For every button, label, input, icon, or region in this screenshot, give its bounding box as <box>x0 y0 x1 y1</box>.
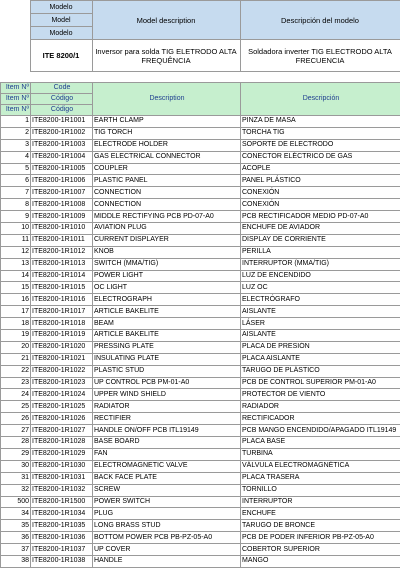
item-description-es: DISPLAY DE CORRIENTE <box>241 234 400 246</box>
item-description-es: TARUGO DE PLÁSTICO <box>241 365 400 377</box>
table-row <box>1 377 400 389</box>
item-number: 25 <box>1 401 31 413</box>
item-description-en: MIDDLE RECTIFYING PCB PD-07-A0 <box>93 211 241 223</box>
item-description-es: PCB DE PODER INFERIOR PB-PZ-05-A0 <box>241 532 400 544</box>
items-header-row <box>1 83 400 94</box>
item-description-en: ELECTROGRAPH <box>93 294 241 306</box>
item-description-es: ENCHUFE <box>241 508 400 520</box>
table-row <box>1 294 400 306</box>
code-label: Code <box>31 83 93 94</box>
item-description-es: RECTIFICADOR <box>241 413 400 425</box>
table-row <box>1 413 400 425</box>
item-description-es: VÁLVULA ELECTROMAGNÉTICA <box>241 460 400 472</box>
item-code: ITE8200-1R1037 <box>31 544 93 556</box>
item-description-en: BASE BOARD <box>93 437 241 449</box>
table-row <box>1 330 400 342</box>
item-description-es: PLACA TRASERA <box>241 472 400 484</box>
item-code: ITE8200-1R1030 <box>31 460 93 472</box>
item-description-es: TURBINA <box>241 448 400 460</box>
item-number: 4 <box>1 151 31 163</box>
item-description-es: TORNILLO <box>241 484 400 496</box>
item-number: 18 <box>1 318 31 330</box>
table-row <box>1 460 400 472</box>
item-code: ITE8200-1R1024 <box>31 389 93 401</box>
item-code: ITE8200-1R1022 <box>31 365 93 377</box>
item-description-en: FAN <box>93 448 241 460</box>
table-row <box>1 258 400 270</box>
item-number: 11 <box>1 234 31 246</box>
item-description-es: LUZ OC <box>241 282 400 294</box>
item-description-es: PLACA AISLANTE <box>241 353 400 365</box>
item-code: ITE8200-1R1032 <box>31 484 93 496</box>
model-header-table <box>0 0 400 72</box>
item-description-es: LUZ DE ENCENDIDO <box>241 270 400 282</box>
table-row <box>1 401 400 413</box>
item-code: ITE8200-1R1017 <box>31 306 93 318</box>
table-row <box>1 151 400 163</box>
item-description-es: LÁSER <box>241 318 400 330</box>
item-code: ITE8200-1R1023 <box>31 377 93 389</box>
table-row <box>1 187 400 199</box>
table-row <box>1 448 400 460</box>
table-row <box>1 341 400 353</box>
item-description-en: RECTIFIER <box>93 413 241 425</box>
parts-table <box>0 82 400 568</box>
item-description-en: POWER SWITCH <box>93 496 241 508</box>
item-number: 500 <box>1 496 31 508</box>
item-no-label: Item Nº <box>1 105 31 116</box>
item-description-en: PLASTIC PANEL <box>93 175 241 187</box>
item-number: 20 <box>1 341 31 353</box>
table-row <box>1 472 400 484</box>
item-code: ITE8200-1R1002 <box>31 127 93 139</box>
item-code: ITE8200-1R1015 <box>31 282 93 294</box>
item-code: ITE8200-1R1012 <box>31 246 93 258</box>
item-description-en: SCREW <box>93 484 241 496</box>
item-code: ITE8200-1R1010 <box>31 223 93 235</box>
item-description-es: INTERRUPTOR <box>241 496 400 508</box>
item-code: ITE8200-1R1028 <box>31 437 93 449</box>
item-description-en: CURRENT DISPLAYER <box>93 234 241 246</box>
item-number: 19 <box>1 330 31 342</box>
item-description-es: PANEL PLÁSTICO <box>241 175 400 187</box>
table-row <box>1 508 400 520</box>
item-number: 5 <box>1 163 31 175</box>
item-description-en: SWITCH (MMA/TIG) <box>93 258 241 270</box>
table-row <box>1 353 400 365</box>
item-description-es: PCB MANGO ENCENDIDO/APAGADO ITL19149 <box>241 425 400 437</box>
item-number: 6 <box>1 175 31 187</box>
item-number: 21 <box>1 353 31 365</box>
table-row <box>1 175 400 187</box>
item-number: 3 <box>1 139 31 151</box>
item-number: 27 <box>1 425 31 437</box>
item-description-en: UP COVER <box>93 544 241 556</box>
item-description-en: BEAM <box>93 318 241 330</box>
item-description-es: ELECTRÓGRAFO <box>241 294 400 306</box>
item-description-en: COUPLER <box>93 163 241 175</box>
table-row <box>1 555 400 567</box>
item-number: 7 <box>1 187 31 199</box>
descripcion-items-header: Descripción <box>241 83 400 116</box>
item-description-en: ARTICLE BAKELITE <box>93 306 241 318</box>
item-description-en: GAS ELECTRICAL CONNECTOR <box>93 151 241 163</box>
item-number: 8 <box>1 199 31 211</box>
item-description-en: CONNECTION <box>93 199 241 211</box>
item-number: 12 <box>1 246 31 258</box>
model-description-header: Model description <box>92 1 240 40</box>
item-number: 9 <box>1 211 31 223</box>
table-row <box>1 139 400 151</box>
table-row <box>1 211 400 223</box>
item-number: 34 <box>1 508 31 520</box>
item-description-en: TIG TORCH <box>93 127 241 139</box>
item-description-en: UPPER WIND SHIELD <box>93 389 241 401</box>
item-code: ITE8200-1R1005 <box>31 163 93 175</box>
item-no-label: Item Nº <box>1 94 31 105</box>
table-row <box>1 484 400 496</box>
item-description-en: ARTICLE BAKELITE <box>93 330 241 342</box>
item-code: ITE8200-1R1008 <box>31 199 93 211</box>
descripcion-header: Descripción del modelo <box>240 1 400 40</box>
item-number: 32 <box>1 484 31 496</box>
table-row <box>1 532 400 544</box>
item-description-es: PLACA DE PRESIÓN <box>241 341 400 353</box>
item-number: 2 <box>1 127 31 139</box>
item-description-en: KNOB <box>93 246 241 258</box>
item-description-es: PERILLA <box>241 246 400 258</box>
item-code: ITE8200-1R1020 <box>31 341 93 353</box>
item-number: 26 <box>1 413 31 425</box>
item-number: 22 <box>1 365 31 377</box>
item-code: ITE8200-1R1021 <box>31 353 93 365</box>
item-number: 37 <box>1 544 31 556</box>
item-code: ITE8200-1R1018 <box>31 318 93 330</box>
item-description-en: HANDLE ON/OFF PCB ITL19149 <box>93 425 241 437</box>
item-code: ITE8200-1R1025 <box>31 401 93 413</box>
table-row <box>1 270 400 282</box>
item-description-en: POWER LIGHT <box>93 270 241 282</box>
item-code: ITE8200-1R1038 <box>31 555 93 567</box>
item-description-es: PCB DE CONTROL SUPERIOR PM-01-A0 <box>241 377 400 389</box>
table-row <box>1 318 400 330</box>
item-description-es: RADIADOR <box>241 401 400 413</box>
item-no-label: Item Nº <box>1 83 31 94</box>
item-description-en: UP CONTROL PCB PM-01-A0 <box>93 377 241 389</box>
item-description-es: ENCHUFE DE AVIADOR <box>241 223 400 235</box>
item-code: ITE8200-1R1016 <box>31 294 93 306</box>
item-code: ITE8200-1R1019 <box>31 330 93 342</box>
item-number: 31 <box>1 472 31 484</box>
item-number: 29 <box>1 448 31 460</box>
table-row <box>1 496 400 508</box>
item-description-en: BOTTOM POWER PCB PB-PZ-05-A0 <box>93 532 241 544</box>
model-label: Modelo <box>30 27 92 40</box>
item-number: 15 <box>1 282 31 294</box>
code-label: Código <box>31 105 93 116</box>
code-label: Código <box>31 94 93 105</box>
item-number: 10 <box>1 223 31 235</box>
item-description-es: TORCHA TIG <box>241 127 400 139</box>
item-code: ITE8200-1R1001 <box>31 116 93 128</box>
table-row <box>1 163 400 175</box>
item-description-es: TARUGO DE BRONCE <box>241 520 400 532</box>
item-description-en: ELECTRODE HOLDER <box>93 139 241 151</box>
item-number: 16 <box>1 294 31 306</box>
table-row <box>1 282 400 294</box>
item-code: ITE8200-1R1007 <box>31 187 93 199</box>
model-value: ITE 8200/1 <box>30 40 92 72</box>
item-description-en: RADIATOR <box>93 401 241 413</box>
item-description-es: MANGO <box>241 555 400 567</box>
item-description-en: ELECTROMAGNETIC VALVE <box>93 460 241 472</box>
item-number: 23 <box>1 377 31 389</box>
item-description-es: CONEXIÓN <box>241 187 400 199</box>
item-number: 17 <box>1 306 31 318</box>
table-row <box>1 223 400 235</box>
table-row <box>1 544 400 556</box>
item-description-en: PRESSING PLATE <box>93 341 241 353</box>
item-number: 36 <box>1 532 31 544</box>
item-number: 13 <box>1 258 31 270</box>
item-number: 35 <box>1 520 31 532</box>
item-description-en: HANDLE <box>93 555 241 567</box>
item-description-es: COBERTOR SUPERIOR <box>241 544 400 556</box>
item-number: 24 <box>1 389 31 401</box>
item-description-es: AISLANTE <box>241 306 400 318</box>
item-number: 14 <box>1 270 31 282</box>
item-code: ITE8200-1R1029 <box>31 448 93 460</box>
item-description-en: EARTH CLAMP <box>93 116 241 128</box>
table-row <box>1 437 400 449</box>
item-code: ITE8200-1R1500 <box>31 496 93 508</box>
item-code: ITE8200-1R1009 <box>31 211 93 223</box>
table-row <box>1 425 400 437</box>
item-code: ITE8200-1R1027 <box>31 425 93 437</box>
item-number: 30 <box>1 460 31 472</box>
item-code: ITE8200-1R1004 <box>31 151 93 163</box>
item-description-es: ACOPLE <box>241 163 400 175</box>
model-description-value: Inversor para solda TIG ELETRODO ALTA FREQUÊNCIA <box>92 40 240 72</box>
table-row <box>1 520 400 532</box>
item-code: ITE8200-1R1011 <box>31 234 93 246</box>
item-description-es: CONEXIÓN <box>241 199 400 211</box>
item-code: ITE8200-1R1036 <box>31 532 93 544</box>
item-description-es: CONECTOR ELÉCTRICO DE GAS <box>241 151 400 163</box>
item-description-es: PCB RECTIFICADOR MEDIO PD-07-A0 <box>241 211 400 223</box>
item-code: ITE8200-1R1035 <box>31 520 93 532</box>
item-description-en: LONG BRASS STUD <box>93 520 241 532</box>
item-code: ITE8200-1R1034 <box>31 508 93 520</box>
item-code: ITE8200-1R1003 <box>31 139 93 151</box>
item-number: 1 <box>1 116 31 128</box>
table-row <box>1 127 400 139</box>
table-row <box>1 199 400 211</box>
item-description-es: SOPORTE DE ELECTRODO <box>241 139 400 151</box>
item-description-es: INTERRUPTOR (MMA/TIG) <box>241 258 400 270</box>
item-description-en: OC LIGHT <box>93 282 241 294</box>
table-row <box>1 306 400 318</box>
descripcion-value: Soldadora inverter TIG ELECTRODO ALTA FRECUENCIA <box>240 40 400 72</box>
item-number: 38 <box>1 555 31 567</box>
item-code: ITE8200-1R1006 <box>31 175 93 187</box>
item-description-en: BACK FACE PLATE <box>93 472 241 484</box>
table-row <box>1 365 400 377</box>
item-description-es: PINZA DE MASA <box>241 116 400 128</box>
description-header: Description <box>93 83 241 116</box>
item-code: ITE8200-1R1026 <box>31 413 93 425</box>
item-description-en: AVIATION PLUG <box>93 223 241 235</box>
model-label: Modelo <box>30 1 92 14</box>
model-label: Model <box>30 14 92 27</box>
item-description-en: PLASTIC STUD <box>93 365 241 377</box>
item-code: ITE8200-1R1031 <box>31 472 93 484</box>
item-code: ITE8200-1R1013 <box>31 258 93 270</box>
item-description-es: PLACA BASE <box>241 437 400 449</box>
item-description-en: INSULATING PLATE <box>93 353 241 365</box>
table-row <box>1 234 400 246</box>
item-number: 28 <box>1 437 31 449</box>
item-code: ITE8200-1R1014 <box>31 270 93 282</box>
item-description-en: CONNECTION <box>93 187 241 199</box>
item-description-es: AISLANTE <box>241 330 400 342</box>
table-row <box>1 116 400 128</box>
table-row <box>1 389 400 401</box>
table-row <box>1 246 400 258</box>
item-description-en: PLUG <box>93 508 241 520</box>
item-description-es: PROTECTOR DE VIENTO <box>241 389 400 401</box>
